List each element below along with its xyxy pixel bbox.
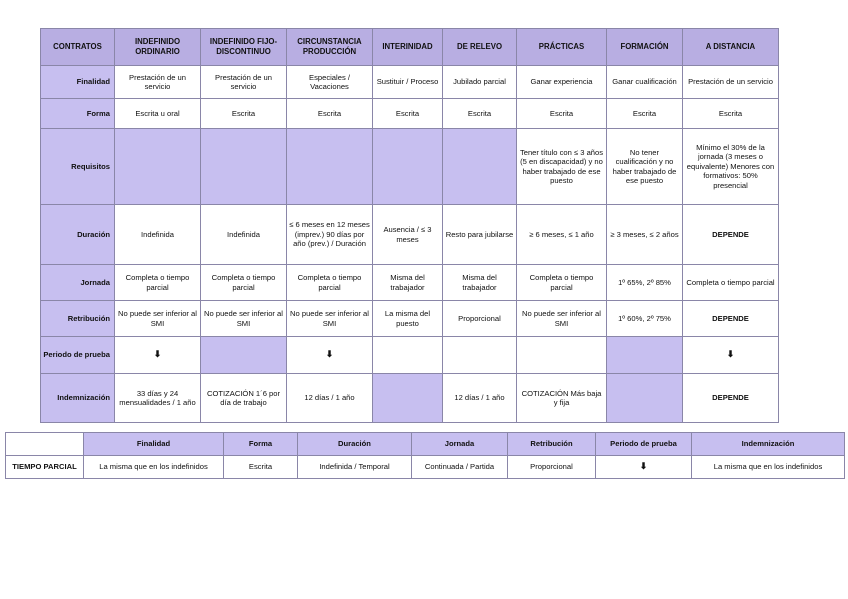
cell: Prestación de un servicio [115,66,201,99]
row-label: Requisitos [41,129,115,205]
cell: Prestación de un servicio [683,66,779,99]
cell: Indefinida [201,205,287,265]
part-time-row [6,456,845,479]
empty-cell [373,337,443,374]
cell: Completa o tiempo parcial [683,265,779,301]
row-label: Retribución [41,301,115,337]
header-circunstancia: CIRCUNSTANCIA PRODUCCIÓN [287,29,373,66]
header-formacion: FORMACIÓN [607,29,683,66]
header-indefinido-ordinario: INDEFINIDO ORDINARIO [115,29,201,66]
cell: 1º 65%, 2º 85% [607,265,683,301]
cell: No puede ser inferior al SMI [115,301,201,337]
cell: Ganar cualificación [607,66,683,99]
header-indemnizacion: Indemnización [692,433,845,456]
cell: ≥ 6 meses, ≤ 1 año [517,205,607,265]
empty-cell [373,129,443,205]
cell: Escrita [607,99,683,129]
row-label: Jornada [41,265,115,301]
cell: Completa o tiempo parcial [287,265,373,301]
cell: Completa o tiempo parcial [201,265,287,301]
part-time-header-row [6,433,845,456]
cell: Completa o tiempo parcial [115,265,201,301]
cell: 33 días y 24 mensualidades / 1 año [115,374,201,423]
cell: Escrita [683,99,779,129]
header-periodo-prueba: Periodo de prueba [596,433,692,456]
cell: Misma del trabajador [443,265,517,301]
row-indemnizacion [41,374,779,423]
cell: Ganar experiencia [517,66,607,99]
corner-cell: CONTRATOS [41,29,115,66]
cell: Completa o tiempo parcial [517,265,607,301]
header-finalidad: Finalidad [84,433,224,456]
down-arrow-icon: ⬇ [596,456,692,479]
down-arrow-icon: ⬇ [287,337,373,374]
header-retribucion: Retribución [508,433,596,456]
cell: Escrita [287,99,373,129]
row-label: Finalidad [41,66,115,99]
cell: Jubilado parcial [443,66,517,99]
header-forma: Forma [224,433,298,456]
empty-cell [607,374,683,423]
cell: ≥ 3 meses, ≤ 2 años [607,205,683,265]
down-arrow-icon: ⬇ [683,337,779,374]
cell: La misma del puesto [373,301,443,337]
cell: 12 días / 1 año [287,374,373,423]
cell: Misma del trabajador [373,265,443,301]
cell: Proporcional [508,456,596,479]
cell: DEPENDE [683,301,779,337]
down-arrow-icon: ⬇ [115,337,201,374]
contracts-table [40,28,779,423]
cell: 12 días / 1 año [443,374,517,423]
header-row [41,29,779,66]
cell: Proporcional [443,301,517,337]
part-time-table [5,432,845,479]
cell: Prestación de un servicio [201,66,287,99]
cell: COTIZACIÓN 1´6 por día de trabajo [201,374,287,423]
cell: No puede ser inferior al SMI [201,301,287,337]
cell: No tener cualificación y no haber trabajado de ese puesto [607,129,683,205]
cell: COTIZACIÓN Más baja y fija [517,374,607,423]
row-finalidad [41,66,779,99]
row-jornada [41,265,779,301]
row-periodo-prueba [41,337,779,374]
cell: Escrita [201,99,287,129]
cell: Tener título con ≤ 3 años (5 en discapacidad) y no haber trabajado de ese puesto [517,129,607,205]
empty-cell [115,129,201,205]
cell: No puede ser inferior al SMI [287,301,373,337]
row-label: Periodo de prueba [41,337,115,374]
empty-corner-cell [6,433,84,456]
cell: Ausencia / ≤ 3 meses [373,205,443,265]
empty-cell [607,337,683,374]
cell: Continuada / Partida [412,456,508,479]
empty-cell [443,337,517,374]
header-relevo: DE RELEVO [443,29,517,66]
row-requisitos [41,129,779,205]
cell: Escrita [224,456,298,479]
empty-cell [201,129,287,205]
header-fijo-discontinuo: INDEFINIDO FIJO-DISCONTINUO [201,29,287,66]
cell: Escrita u oral [115,99,201,129]
row-label: Indemnización [41,374,115,423]
cell: Resto para jubilarse [443,205,517,265]
cell: La misma que en los indefinidos [692,456,845,479]
cell: La misma que en los indefinidos [84,456,224,479]
row-label: Duración [41,205,115,265]
empty-cell [287,129,373,205]
header-practicas: PRÁCTICAS [517,29,607,66]
empty-cell [443,129,517,205]
cell: Escrita [517,99,607,129]
header-distancia: A DISTANCIA [683,29,779,66]
cell: ≤ 6 meses en 12 meses (imprev.) 90 días por año (prev.) / Duración [287,205,373,265]
header-jornada: Jornada [412,433,508,456]
cell: No puede ser inferior al SMI [517,301,607,337]
cell: 1º 60%, 2º 75% [607,301,683,337]
empty-cell [373,374,443,423]
empty-cell [517,337,607,374]
header-interinidad: INTERINIDAD [373,29,443,66]
row-label: Forma [41,99,115,129]
cell: Escrita [373,99,443,129]
cell: Escrita [443,99,517,129]
cell: Indefinida [115,205,201,265]
row-label-tiempo-parcial: TIEMPO PARCIAL [6,456,84,479]
cell: DEPENDE [683,374,779,423]
cell: Especiales / Vacaciones [287,66,373,99]
cell: Indefinida / Temporal [298,456,412,479]
row-forma [41,99,779,129]
cell: Sustituir / Proceso [373,66,443,99]
row-duracion [41,205,779,265]
empty-cell [201,337,287,374]
cell: Mínimo el 30% de la jornada (3 meses o equivalente) Menores con formativos: 50% presencial [683,129,779,205]
row-retribucion [41,301,779,337]
cell: DEPENDE [683,205,779,265]
header-duracion: Duración [298,433,412,456]
